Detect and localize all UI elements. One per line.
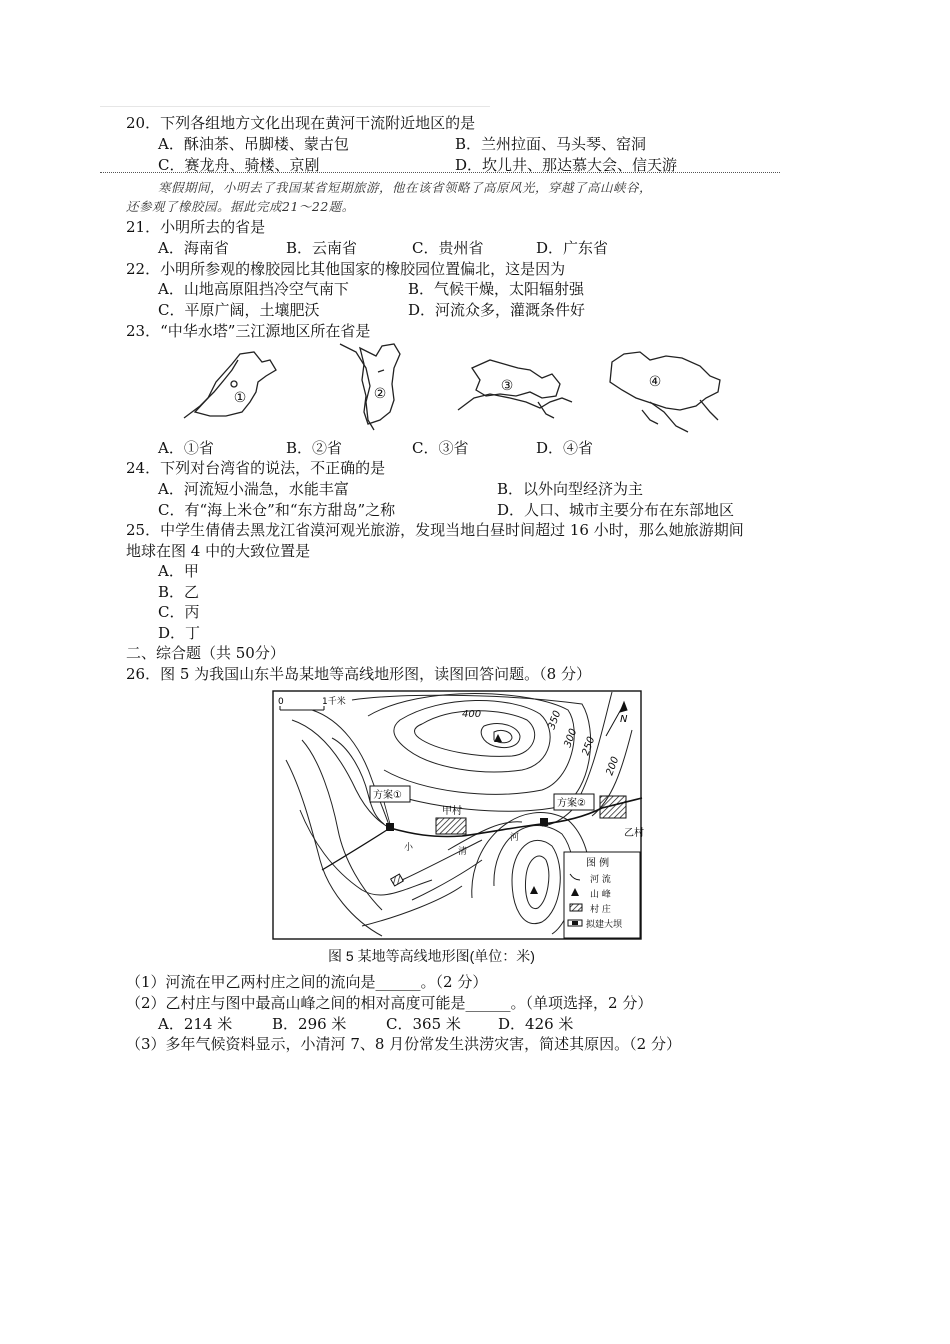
contour-label-350: 350	[546, 709, 564, 732]
q23-option-d: D．④省	[536, 439, 594, 457]
river-char-1: 小	[404, 843, 414, 853]
q26-sub-2-option-b: B．296 米	[272, 1015, 347, 1033]
q26-sub-2-option-c: C．365 米	[386, 1015, 461, 1033]
q24-stem: 24．下列对台湾省的说法，不正确的是	[126, 459, 386, 477]
river-char-3: 河	[510, 833, 520, 843]
river-char-2: 清	[458, 847, 468, 857]
q20-option-a: A．酥油茶、吊脚楼、蒙古包	[158, 135, 349, 153]
scale-zero: 0	[278, 697, 284, 707]
q26-stem: 26．图 5 为我国山东半岛某地等高线地形图，读图回答问题。（8 分）	[126, 665, 591, 683]
q24-option-d: D．人口、城市主要分布在东部地区	[497, 501, 735, 519]
province-outline-maps	[180, 340, 740, 440]
context-line-2: 还参观了橡胶园。据此完成21～22题。	[126, 199, 355, 214]
q21-option-d: D．广东省	[536, 239, 609, 257]
scale-label: 1千米	[322, 697, 346, 707]
q20-option-c: C．赛龙舟、骑楼、京剧	[158, 156, 320, 174]
q23-option-b: B．②省	[286, 439, 343, 457]
q26-sub-2-option-d: D．426 米	[498, 1015, 574, 1033]
map-label-2: ②	[373, 386, 387, 402]
q23-option-a: A．①省	[158, 439, 214, 457]
q20-option-b: B．兰州拉面、马头琴、窑洞	[455, 135, 647, 153]
q21-stem: 21．小明所去的省是	[126, 218, 266, 236]
q22-option-c: C．平原广阔，土壤肥沃	[158, 301, 320, 319]
q26-sub-3: （3）多年气候资料显示，小清河 7、8 月份常发生洪涝灾害，简述其原因。（2 分）	[126, 1035, 681, 1053]
legend-river: 河 流	[590, 875, 611, 885]
map-label-4: ④	[648, 374, 662, 390]
legend-title: 图 例	[586, 858, 610, 869]
q22-stem: 22．小明所参观的橡胶园比其他国家的橡胶园位置偏北，这是因为	[126, 260, 566, 278]
q22-option-b: B．气候干燥，太阳辐射强	[408, 280, 585, 298]
north-label: N	[620, 714, 628, 725]
q22-option-d: D．河流众多，灌溉条件好	[408, 301, 586, 319]
q23-option-c: C．③省	[412, 439, 469, 457]
scheme-1-label: 方案①	[373, 790, 402, 801]
top-rule	[100, 106, 490, 107]
q21-option-b: B．云南省	[286, 239, 358, 257]
q20-stem: 20．下列各组地方文化出现在黄河干流附近地区的是	[126, 114, 476, 132]
contour-label-200: 200	[604, 755, 622, 778]
dam-site-1	[386, 823, 394, 831]
q23-stem: 23．“中华水塔”三江源地区所在省是	[126, 322, 371, 340]
q26-sub-1: （1）河流在甲乙两村庄之间的流向是______。（2 分）	[126, 973, 488, 991]
q25-option-b: B．乙	[158, 583, 200, 601]
section-2-heading: 二、综合题（共 50分）	[126, 644, 285, 662]
map-label-1: ①	[233, 390, 247, 406]
province-map-2	[360, 344, 400, 424]
q25-stem-2: 地球在图 4 中的大致位置是	[126, 542, 311, 560]
map-label-3: ③	[500, 378, 514, 394]
q21-option-a: A．海南省	[158, 239, 229, 257]
q24-option-b: B．以外向型经济为主	[497, 480, 644, 498]
province-map-4	[610, 352, 720, 410]
q26-sub-2-option-a: A．214 米	[158, 1015, 233, 1033]
q22-option-a: A．山地高原阻挡冷空气南下	[158, 280, 349, 298]
q25-option-a: A．甲	[158, 562, 199, 580]
village-jia-label: 甲村	[442, 806, 462, 817]
cut-line	[100, 172, 780, 173]
q20-option-d: D．坎儿井、那达慕大会、信天游	[455, 156, 678, 174]
map-legend	[564, 852, 640, 938]
figure-5-caption: 图 5 某地等高线地形图(单位：米)	[328, 948, 535, 964]
contour-label-300: 300	[562, 727, 580, 750]
q24-option-c: C．有“海上米仓”和“东方甜岛”之称	[158, 501, 396, 519]
province-map-3	[472, 360, 560, 398]
village-jia-marker	[436, 818, 466, 834]
village-yi-label: 乙村	[624, 828, 644, 839]
village-yi-marker	[600, 796, 626, 818]
q24-option-a: A．河流短小湍急，水能丰富	[158, 480, 349, 498]
scheme-2-label: 方案②	[557, 798, 586, 809]
contour-label-250: 250	[580, 735, 598, 758]
contour-label-400: 400	[462, 709, 482, 720]
q25-stem-1: 25．中学生倩倩去黑龙江省漠河观光旅游，发现当地白昼时间超过 16 小时，那么她旅游期间	[126, 521, 744, 539]
province-map-1	[195, 352, 276, 416]
q25-option-d: D．丁	[158, 624, 201, 642]
legend-village: 村 庄	[590, 905, 611, 915]
legend-peak: 山 峰	[590, 890, 611, 900]
legend-village-icon	[570, 904, 582, 911]
q25-option-c: C．丙	[158, 603, 200, 621]
context-line-1: 寒假期间，小明去了我国某省短期旅游，他在该省领略了高原风光，穿越了高山峡谷，	[158, 180, 653, 195]
q26-sub-2: （2）乙村庄与图中最高山峰之间的相对高度可能是______。（单项选择，2 分）	[126, 994, 653, 1012]
topographic-map	[272, 690, 644, 942]
dam-site-2	[540, 818, 548, 826]
q21-option-c: C．贵州省	[412, 239, 484, 257]
legend-dam: 拟建大坝	[586, 920, 623, 930]
